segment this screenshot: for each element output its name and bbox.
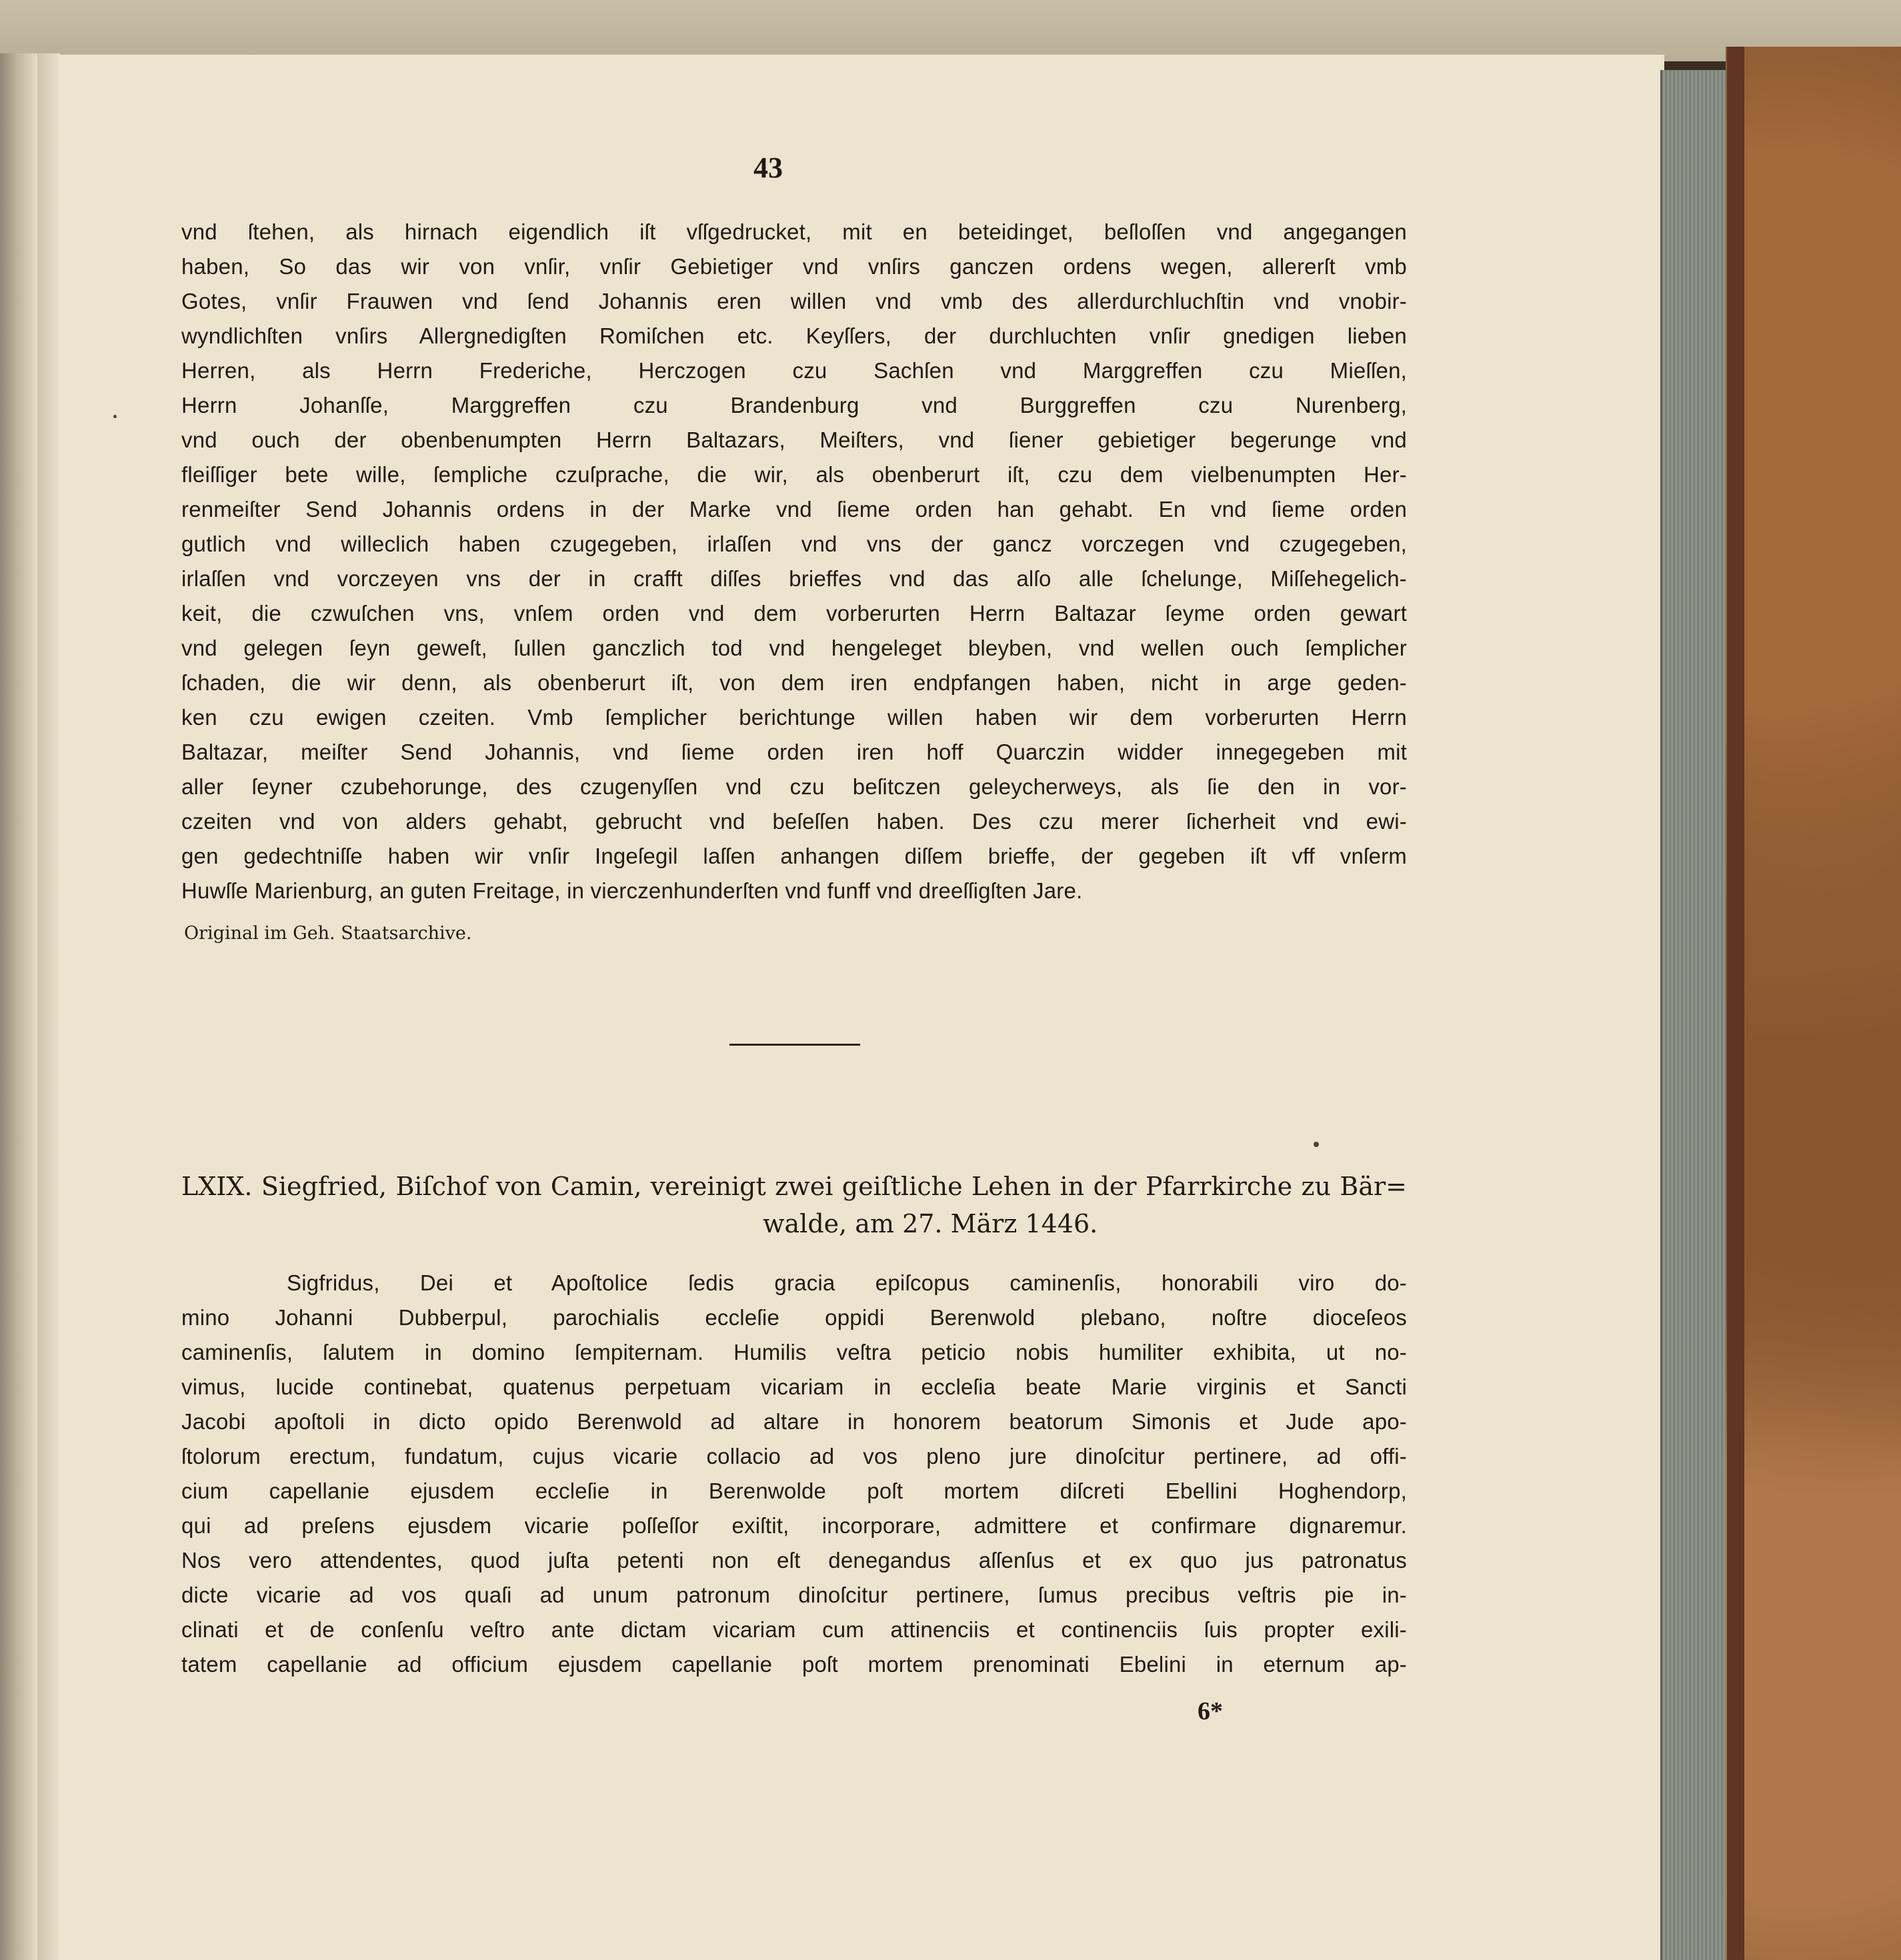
text-line: keit, die czwuſchen vns, vnſem orden vnd dem vorberurten Herrn Baltazar ſeyme orden gewart <box>181 601 1407 626</box>
text-line: aller ſeyner czubehorunge, des czugenyſſen vnd czu beſitczen geleycherweys, als ſie den in vor- <box>181 774 1407 799</box>
text-line: vnd ſtehen, als hirnach eigendlich iſt vſſgedrucket, mit en beteidinget, beſloſſen vnd angegangen <box>181 219 1407 244</box>
text-line: czeiten vnd von alders gehabt, gebrucht vnd beſeſſen haben. Des czu merer ſicherheit vnd ewi- <box>181 809 1407 834</box>
text-line: Baltazar, meiſter Send Johannis, vnd ſieme orden iren hoff Quarczin widder innegegeben mit <box>181 740 1407 764</box>
text-line: gutlich vnd willeclich haben czugegeben, irlaſſen vnd vns der gancz vorczegen vnd czugegeben, <box>181 532 1407 556</box>
text-line: gen gedechtniſſe haben wir vnſir Ingeſegil laſſen anhangen diſſem brieffe, der gegeben iſt vff vnſerm <box>181 844 1407 868</box>
text-line: Jacobi apoſtoli in dicto opido Berenwold ad altare in honorem beatorum Simonis et Jude apo- <box>181 1409 1407 1434</box>
text-line: ken czu ewigen czeiten. Vmb ſemplicher berichtunge willen haben wir dem vorberurten Herrn <box>181 705 1407 730</box>
book-gutter <box>37 53 60 1960</box>
text-line: vimus, lucide continebat, quatenus perpetuam vicariam in eccleſia beate Marie virginis et Sancti <box>181 1374 1407 1399</box>
scan-top-edge <box>0 0 1901 61</box>
text-line: Huwſſe Marienburg, an guten Freitage, in vierczenhunderſten vnd funff vnd dreeſſigſten Jare. <box>181 878 1083 903</box>
text-line: Herrn Johanſſe, Marggreffen czu Brandenburg vnd Burggreffen czu Nurenberg, <box>181 393 1407 417</box>
text-line: haben, So das wir von vnſir, vnſir Gebietiger vnd vnſirs ganczen ordens wegen, allererſt vmb <box>181 254 1407 279</box>
signature-mark: 6* <box>1198 1697 1223 1725</box>
text-line: irlaſſen vnd vorczeyen vns der in crafft diſſes brieffes vnd das alſo alle ſchelunge, Miſſehegelich- <box>181 566 1407 591</box>
text-line: clinati et de conſenſu veſtro ante dictam vicariam cum attinenciis et continenciis ſuis propter exili- <box>181 1617 1407 1642</box>
cover-spine-band <box>1727 47 1744 1960</box>
marbled-cover <box>1726 47 1901 1960</box>
text-line: dicte vicarie ad vos quaſi ad unum patronum dinoſcitur pertinere, ſumus precibus veſtris pie in- <box>181 1583 1407 1607</box>
text-line: vnd ouch der obenbenumpten Herrn Baltazars, Meiſters, vnd ſiener gebietiger begerunge vnd <box>181 427 1407 452</box>
page-block-edge <box>1660 70 1728 1960</box>
section-divider <box>729 1044 860 1046</box>
text-line: Herren, als Herrn Frederiche, Herczogen czu Sachſen vnd Marggreffen czu Mieſſen, <box>181 358 1407 383</box>
left-page-edge <box>0 53 37 1960</box>
heading-line-2: walde, am 27. März 1446. <box>763 1209 1098 1238</box>
text-line: Nos vero attendentes, quod juſta petenti non eſt denegandus aſſenſus et ex quo jus patronatus <box>181 1548 1407 1573</box>
text-line: ſchaden, die wir denn, als obenberurt iſt, von dem iren endpfangen haben, nicht in arge geden- <box>181 670 1407 695</box>
text-line: ſtolorum erectum, fundatum, cujus vicarie collacio ad vos pleno jure dinoſcitur pertinere, ad offi- <box>181 1444 1407 1468</box>
text-line: wyndlichſten vnſirs Allergnedigſten Romiſchen etc. Keyſſers, der durchluchten vnſir gnedigen lieben <box>181 323 1407 348</box>
text-line: vnd gelegen ſeyn geweſt, ſullen ganczlich tod vnd hengeleget bleyben, vnd wellen ouch ſemplicher <box>181 636 1407 660</box>
text-line: fleiſſiger bete wille, ſempliche czuſprache, die wir, als obenberurt iſt, czu dem vielbenumpten Her- <box>181 462 1407 487</box>
text-line: caminenſis, ſalutem in domino ſempiternam. Humilis veſtra peticio nobis humiliter exhibita, ut no- <box>181 1340 1407 1364</box>
text-line: Gotes, vnſir Frauwen vnd ſend Johannis eren willen vnd vmb des allerdurchluchſtin vnd vnobir- <box>181 289 1407 313</box>
text-line: tatem capellanie ad officium ejusdem capellanie poſt mortem prenominati Ebelini in eternum ap- <box>181 1652 1407 1677</box>
paper-speck <box>1314 1142 1319 1147</box>
heading-line-1: LXIX. Siegfried, Biſchof von Camin, vereinigt zwei geiſtliche Lehen in der Pfarrkirche zu Bär= <box>181 1172 1407 1201</box>
text-line: mino Johanni Dubberpul, parochialis eccleſie oppidi Berenwold plebano, noſtre dioceſeos <box>181 1305 1407 1330</box>
page-number: 43 <box>753 151 783 184</box>
paper-speck <box>113 415 117 418</box>
text-line: Sigfridus, Dei et Apoſtolice ſedis gracia epiſcopus caminenſis, honorabili viro do- <box>287 1270 1407 1295</box>
source-note: Original im Geh. Staatsarchive. <box>184 923 472 944</box>
text-line: cium capellanie ejusdem eccleſie in Berenwolde poſt mortem diſcreti Ebellini Hoghendorp, <box>181 1479 1407 1503</box>
text-line: qui ad preſens ejusdem vicarie poſſeſſor exiſtit, incorporare, admittere et confirmare dignaremur. <box>181 1513 1407 1538</box>
text-line: renmeiſter Send Johannis ordens in der Marke vnd ſieme orden han gehabt. En vnd ſieme orden <box>181 497 1407 522</box>
